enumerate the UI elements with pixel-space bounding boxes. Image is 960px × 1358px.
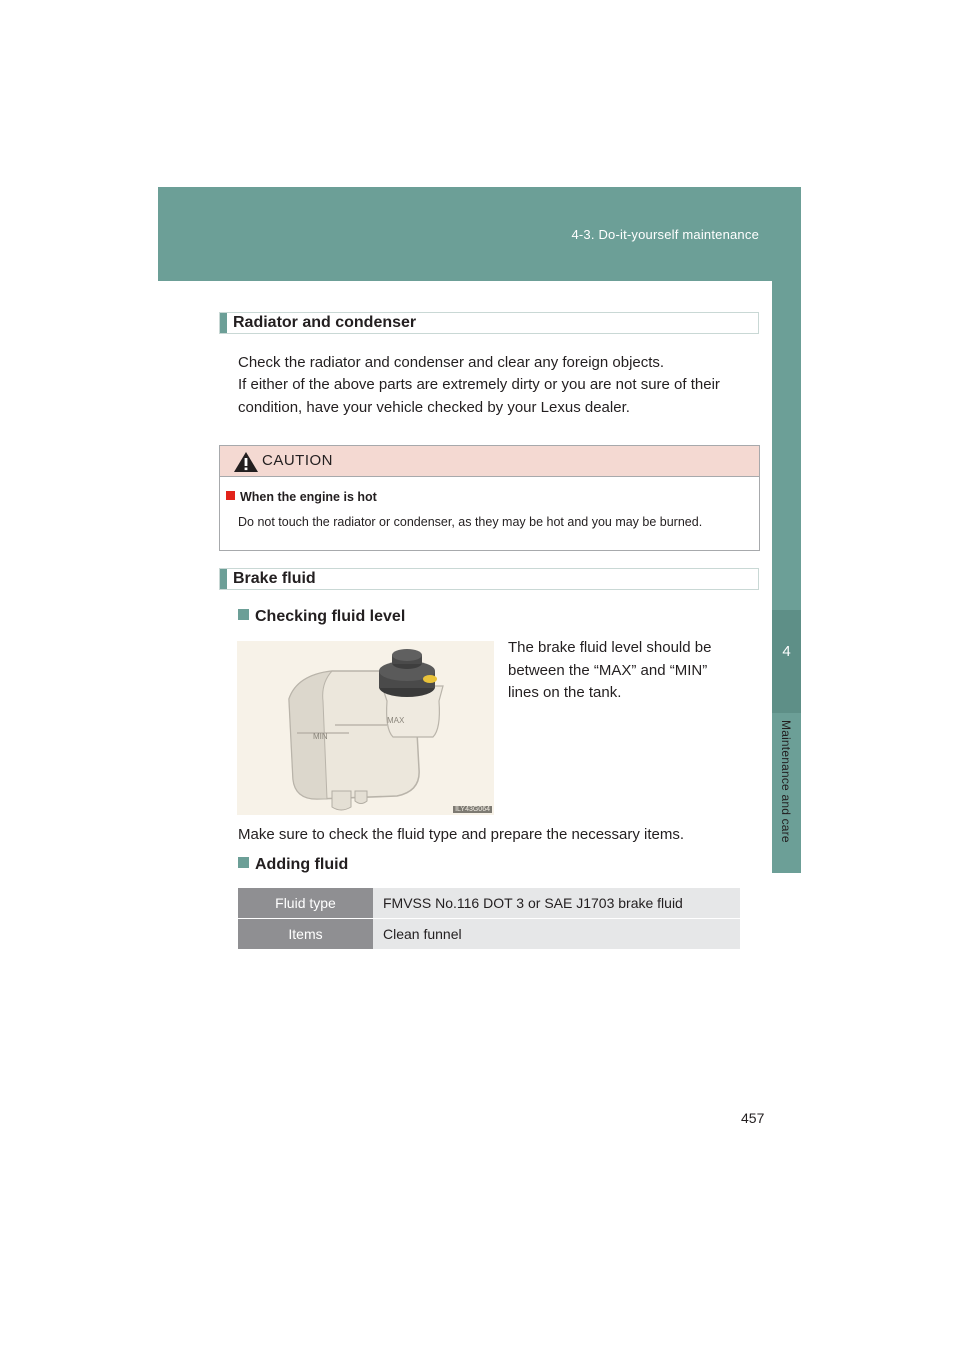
tank-max-label: MAX [387,716,405,725]
teal-square-bullet-icon [238,609,249,620]
fluid-level-text-2: between the “MAX” and “MIN” [508,662,708,679]
table-row [238,888,740,918]
brake-fluid-reservoir-illustration [237,641,494,815]
radiator-text-3: condition, have your vehicle checked by your Lexus dealer. [238,399,630,416]
radiator-text-1: Check the radiator and condenser and clear any foreign objects. [238,354,665,371]
chapter-number-box [772,610,801,713]
check-fluid-type-text: Make sure to check the fluid type and prepare the necessary items. [238,826,685,843]
caution-subheading-text: When the engine is hot [240,490,377,504]
fluid-level-text-3: lines on the tank. [508,684,622,701]
caution-header [220,446,759,477]
adding-fluid-heading [238,856,348,874]
page-number: 457 [741,1110,765,1126]
section-title: Radiator and condenser [233,314,417,331]
section-accent [220,313,227,333]
table-row-label: Fluid type [238,888,373,918]
page-header [158,187,801,281]
checking-fluid-heading [238,608,405,626]
chapter-title: Maintenance and care [779,720,793,843]
caution-subheading [226,490,377,504]
tank-min-label: MIN [313,732,328,741]
table-row [238,919,740,949]
figure-code: ILY43G064 [455,806,490,813]
section-heading-radiator [219,312,759,334]
chapter-number: 4 [782,643,791,660]
caution-text: Do not touch the radiator or condenser, as they may be hot and you may be burned. [238,515,703,529]
caution-box [219,445,760,551]
section-title: Brake fluid [233,570,316,587]
table-row-value: Clean funnel [373,919,740,949]
red-square-bullet-icon [226,491,235,500]
reservoir-drawing [237,641,494,815]
warning-triangle-icon [233,451,259,473]
radiator-text-2: If either of the above parts are extremely dirty or you are not sure of their [238,376,720,393]
teal-square-bullet-icon [238,857,249,868]
caution-title: CAUTION [262,452,333,469]
table-row-value: FMVSS No.116 DOT 3 or SAE J1703 brake fluid [373,888,740,918]
fluid-level-text-1: The brake fluid level should be [508,639,712,656]
table-row-label: Items [238,919,373,949]
section-accent [220,569,227,589]
checking-fluid-heading-text: Checking fluid level [255,608,406,625]
section-breadcrumb: 4-3. Do-it-yourself maintenance [571,227,759,242]
section-heading-brake-fluid [219,568,759,590]
adding-fluid-heading-text: Adding fluid [255,856,349,873]
